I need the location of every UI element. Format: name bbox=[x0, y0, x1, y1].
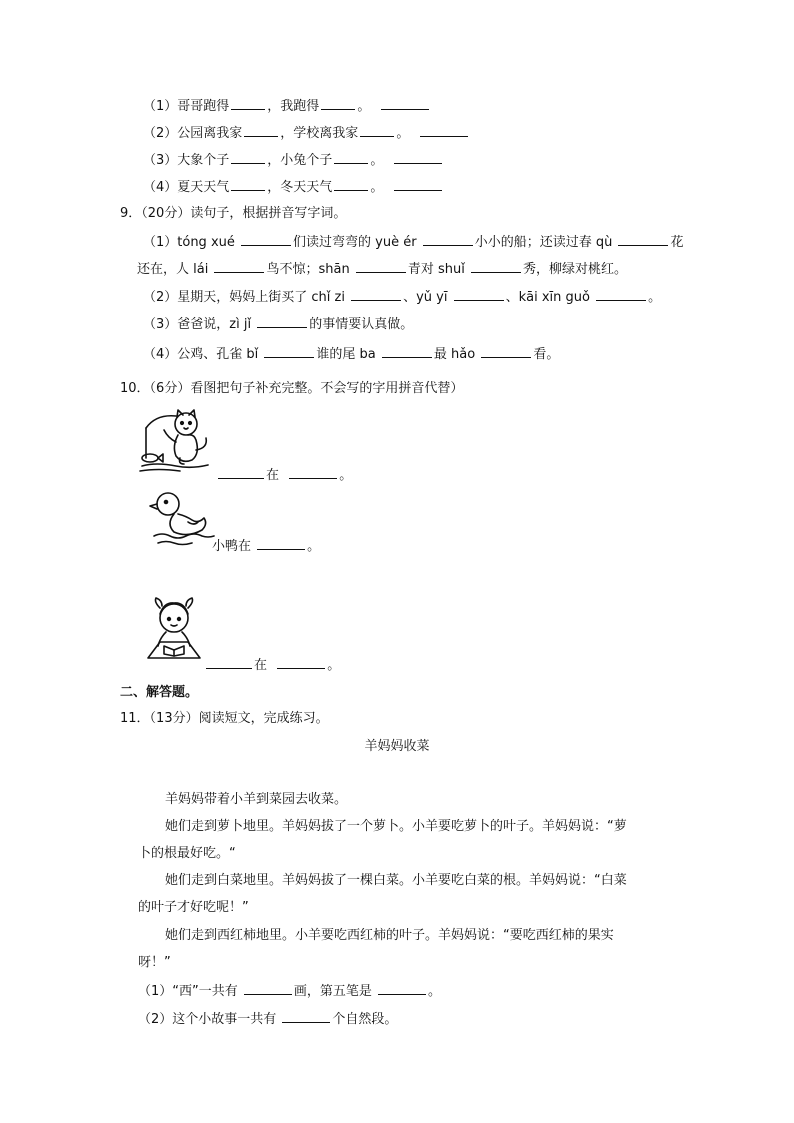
answer-blank[interactable] bbox=[218, 466, 264, 479]
q9-title: 9．（20分）读句子，根据拼音写字词。 bbox=[120, 206, 347, 221]
answer-blank[interactable] bbox=[394, 151, 442, 164]
story-paragraph-4b: 呀！” bbox=[138, 955, 171, 970]
q8-item-2: （2）公园离我家 ，学校离我家 。 bbox=[143, 124, 470, 143]
q9-line-3: （2）星期天，妈妈上街买了 chǐ zi 、yǔ yī 、kāi xīn guǒ 。 bbox=[143, 290, 662, 305]
duck-swimming-illustration bbox=[148, 488, 216, 550]
answer-blank[interactable] bbox=[351, 288, 401, 301]
q11-title: 11．（13分）阅读短文，完成练习。 bbox=[120, 711, 329, 726]
answer-blank[interactable] bbox=[289, 466, 337, 479]
q10-title: 10．（6分）看图把句子补充完整。不会写的字用拼音代替） bbox=[120, 381, 464, 396]
q11-sub-1: （1）“西”一共有 画，第五笔是 。 bbox=[138, 984, 442, 999]
answer-blank[interactable] bbox=[378, 982, 426, 995]
q9-line-5: （4）公鸡、孔雀 bǐ 谁的尾 ba 最 hǎo 看。 bbox=[143, 347, 560, 362]
story-paragraph-2b: 卜的根最好吃。“ bbox=[138, 846, 236, 861]
cat-fishing-illustration bbox=[136, 408, 216, 474]
answer-blank[interactable] bbox=[257, 537, 305, 550]
answer-blank[interactable] bbox=[264, 345, 314, 358]
answer-blank[interactable] bbox=[334, 151, 368, 164]
story-paragraph-1: 羊妈妈带着小羊到菜园去收菜。 bbox=[165, 792, 348, 807]
answer-blank[interactable] bbox=[382, 345, 432, 358]
story-title: 羊妈妈收菜 bbox=[364, 739, 430, 754]
answer-blank[interactable] bbox=[481, 345, 531, 358]
q9-line-1: （1）tóng xué 们读过弯弯的 yuè ér 小小的船；还读过春 qù 花 bbox=[143, 235, 684, 250]
answer-blank[interactable] bbox=[394, 178, 442, 191]
story-paragraph-2a: 她们走到萝卜地里。羊妈妈拔了一个萝卜。小羊要吃萝卜的叶子。羊妈妈说：“萝 bbox=[165, 819, 627, 834]
answer-blank[interactable] bbox=[423, 233, 473, 246]
q9-line-2: 还在，人 lái 鸟不惊；shān 青对 shuǐ 秀，柳绿对桃红。 bbox=[137, 262, 627, 277]
answer-blank[interactable] bbox=[454, 288, 504, 301]
answer-blank[interactable] bbox=[618, 233, 668, 246]
answer-blank[interactable] bbox=[277, 656, 325, 669]
q10-sentence-2: 小鸭在 。 bbox=[212, 539, 321, 554]
q9-line-4: （3）爸爸说，zì jǐ 的事情要认真做。 bbox=[143, 317, 414, 332]
answer-blank[interactable] bbox=[282, 1010, 330, 1023]
story-paragraph-3a: 她们走到白菜地里。羊妈妈拔了一棵白菜。小羊要吃白菜的根。羊妈妈说：“白菜 bbox=[165, 873, 627, 888]
answer-blank[interactable] bbox=[334, 178, 368, 191]
story-paragraph-3b: 的叶子才好吃呢！” bbox=[138, 900, 249, 915]
q10-sentence-3: 在 。 bbox=[204, 656, 340, 675]
answer-blank[interactable] bbox=[381, 97, 429, 110]
q8-item-3: （3）大象个子 ，小兔个子 。 bbox=[143, 151, 444, 170]
answer-blank[interactable] bbox=[596, 288, 646, 301]
answer-blank[interactable] bbox=[231, 178, 265, 191]
story-paragraph-4a: 她们走到西红柿地里。小羊要吃西红柿的叶子。羊妈妈说：“要吃西红柿的果实 bbox=[165, 928, 614, 943]
q8-item-4: （4）夏天天气 ，冬天天气 。 bbox=[143, 178, 444, 197]
section-heading: 二、解答题。 bbox=[120, 685, 199, 700]
q8-item-1: （1）哥哥跑得 ，我跑得 。 bbox=[143, 97, 431, 116]
answer-blank[interactable] bbox=[231, 151, 265, 164]
q10-sentence-1: 在 。 bbox=[216, 466, 352, 485]
answer-blank[interactable] bbox=[244, 982, 292, 995]
q11-sub-2: （2）这个小故事一共有 个自然段。 bbox=[138, 1012, 398, 1027]
answer-blank[interactable] bbox=[321, 97, 355, 110]
girl-reading-illustration bbox=[142, 594, 206, 664]
answer-blank[interactable] bbox=[231, 97, 265, 110]
answer-blank[interactable] bbox=[356, 260, 406, 273]
answer-blank[interactable] bbox=[360, 124, 394, 137]
answer-blank[interactable] bbox=[471, 260, 521, 273]
answer-blank[interactable] bbox=[214, 260, 264, 273]
answer-blank[interactable] bbox=[206, 656, 252, 669]
answer-blank[interactable] bbox=[241, 233, 291, 246]
answer-blank[interactable] bbox=[257, 315, 307, 328]
answer-blank[interactable] bbox=[244, 124, 278, 137]
answer-blank[interactable] bbox=[420, 124, 468, 137]
